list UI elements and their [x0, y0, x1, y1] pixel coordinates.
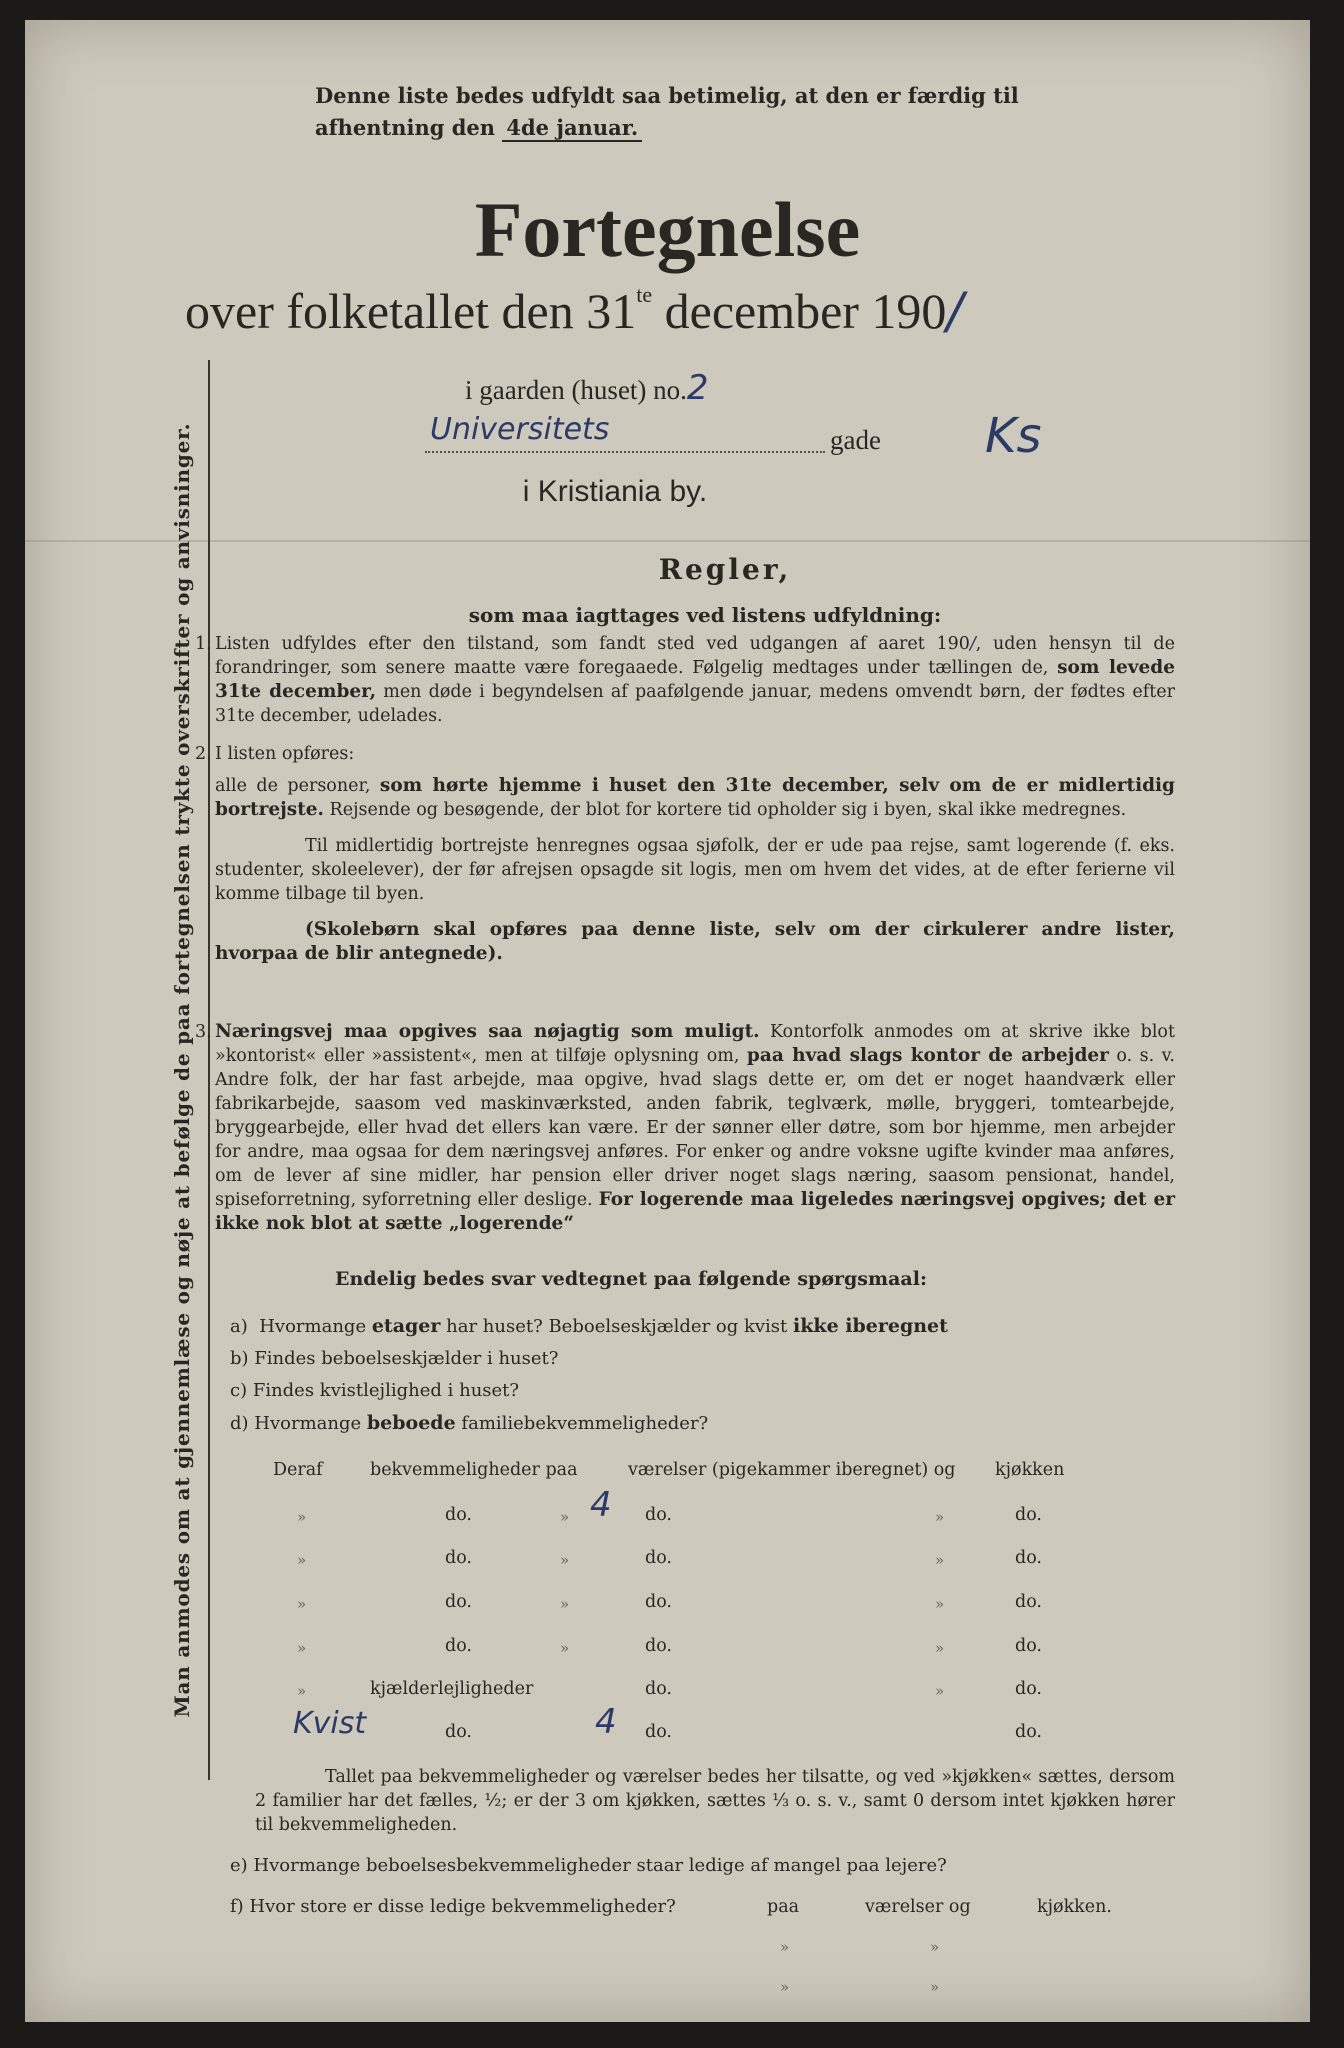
table-do: do.: [445, 1722, 472, 1742]
footnote: Tallet paa bekvemmeligheder og værelser bedes her tilsatte, og ved »kjøkken« sættes, dersom 2 familier har det fælles, ½; er der 3 om kjøkken, sættes ⅓ o. s. v., samt 0 dersom intet kjøkken hører til bekvemmeligheden.: [255, 1767, 1175, 1835]
census-form: [25, 20, 1310, 2022]
ditto-mark: »: [930, 1938, 940, 1956]
question-a-t1: Hvormange: [259, 1316, 367, 1337]
table-do: do.: [645, 1636, 672, 1656]
table-do: do.: [645, 1722, 672, 1742]
rule-2-bold: som hørte hjemme i huset den 31te december, selv om de er midlertidig bortrejste.: [215, 775, 1175, 820]
ditto-mark: »: [560, 1639, 570, 1657]
house-number-field: [465, 368, 709, 408]
question-e: e) Hvormange beboelsesbekvemmeligheder staar ledige af mangel paa lejere?: [230, 1855, 947, 1876]
rule-3-text-a: Kontorfolk anmodes om at skrive ikke blot »kontorist« eller »assistent«, men at tilføje oplysning om,: [215, 1022, 1175, 1066]
header-note-line2: [315, 112, 1175, 144]
rule-2-para3: (Skolebørn skal opføres paa denne liste, selv om der cirkulerer andre lister, hvorpaa de blir antegnede).: [215, 919, 1175, 964]
rule-2-text-a: alle de personer,: [215, 776, 371, 796]
rule-2-text-b: Rejsende og besøgende, der blot for kortere tid opholder sig i byen, skal ikke medregnes.: [329, 800, 1127, 820]
ditto-mark: »: [935, 1551, 945, 1569]
page-title: Fortegnelse: [474, 186, 861, 273]
table-do: do.: [645, 1679, 672, 1699]
rules-title: Regler,: [658, 553, 792, 586]
ditto-mark: »: [297, 1639, 307, 1657]
rule-1-num: 1.: [195, 634, 212, 654]
question-a: [230, 1315, 948, 1337]
rule-3-text-b: o. s. v. Andre folk, der har fast arbejde, maa opgive, hvad slags dette er, om det er noget haandværk eller fabrikarbejde, saasom ved maskinværksted, anden fabrik, teglværk, mølle, bryggeri, tomtearbejde, bryggearbejde, eller hvad det ellers kan være. Er der sønner eller døtre, som bor hjemme, men arbejder for andre, maa ogsaa for dem næringsvej anføres. For enker og andre voksne ugifte kvinder maa anføres, om de lever af sine midler, har pension eller driver noget slags næring, saasom pensionat, handel, spiseforretning, syforretning eller deslige.: [215, 1046, 1175, 1210]
question-a-t2: har huset? Beboelseskjælder og kvist: [446, 1316, 788, 1337]
paper-fold: [25, 540, 1310, 542]
question-d-a: d) Hvormange: [230, 1413, 362, 1434]
house-number-value: 2: [686, 368, 709, 408]
rule-3-bold1: Næringsvej maa opgives saa nøjagtig som muligt.: [215, 1021, 760, 1042]
rule-1-year: /: [969, 634, 976, 654]
year-handwritten: /: [946, 282, 964, 340]
subtitle: [185, 282, 963, 340]
rule-2-para2: Til midlertidig bortrejste henregnes ogsaa sjøfolk, der er ude paa rejse, samt logerende (f. eks. studenter, skoleelever), der før afrejsen opsagde sit logis, men om hvem det vides, at de efter ferierne vil komme tilbage til byen.: [215, 836, 1175, 904]
table-do: do.: [1015, 1722, 1042, 1742]
subtitle-suffix: december 190: [652, 283, 947, 339]
question-a-letter: a): [230, 1316, 248, 1337]
table-header-vaer: værelser (pigekammer iberegnet) og: [628, 1460, 956, 1480]
question-a-b2: ikke iberegnet: [793, 1315, 948, 1337]
handwritten-rooms: 4: [595, 1702, 617, 1742]
house-number-label: i gaarden (huset) no.: [465, 375, 687, 405]
question-b: b) Findes beboelseskjælder i huset?: [230, 1348, 559, 1369]
question-d: [230, 1412, 708, 1434]
ditto-mark: »: [780, 1978, 790, 1996]
question-f-kjokken: kjøkken.: [1037, 1897, 1112, 1917]
side-instruction: Man anmodes om at gjennemlæse og nøje at befølge de paa fortegnelsen trykte overskrifter og anvisninger.: [170, 360, 210, 1780]
rule-3-bold2: paa hvad slags kontor de arbejder: [746, 1045, 1109, 1066]
rule-1-text-c: men døde i begyndelsen af paafølgende januar, medens omvendt børn, der fødtes efter 31te december, udelades.: [215, 682, 1175, 726]
handwritten-kvist: Kvist: [293, 1706, 367, 1741]
ditto-mark: »: [560, 1551, 570, 1569]
question-f: f) Hvor store er disse ledige bekvemmeligheder?: [230, 1896, 676, 1917]
ditto-mark: »: [297, 1508, 307, 1526]
street-label: gade: [830, 425, 881, 455]
table-do: do.: [1015, 1505, 1042, 1525]
subtitle-prefix: over folketallet den 31: [185, 283, 637, 339]
street-value: Universitets: [430, 412, 610, 447]
table-header-bekv: bekvemmeligheder paa: [370, 1460, 578, 1480]
header-note: [315, 80, 1175, 144]
ditto-mark: »: [297, 1595, 307, 1613]
table-do: do.: [445, 1636, 472, 1656]
ditto-mark: »: [935, 1682, 945, 1700]
handwritten-mark: Ks: [985, 408, 1042, 464]
rule-3-bold3: For logerende maa ligeledes næringsvej opgives; det er ikke nok blot at sætte „logerende“: [215, 1189, 1175, 1234]
ditto-mark: »: [935, 1639, 945, 1657]
rule-1-bold: som levede 31te december,: [215, 657, 1175, 702]
rule-3-num: 3.: [195, 1022, 212, 1042]
rules-subtitle: som maa iagttages ved listens udfyldning:: [468, 603, 942, 627]
rule-2-para1: [215, 774, 1175, 822]
ditto-mark: »: [297, 1682, 307, 1700]
question-d-c: familiebekvemmeligheder?: [461, 1413, 709, 1434]
ditto-mark: »: [560, 1508, 570, 1526]
question-f-vaer: værelser og: [865, 1897, 971, 1917]
ditto-mark: »: [935, 1595, 945, 1613]
question-c: c) Findes kvistlejlighed i huset?: [230, 1380, 520, 1401]
header-note-prefix: afhentning den: [315, 115, 496, 140]
ditto-mark: »: [930, 1978, 940, 1996]
ditto-mark: »: [560, 1595, 570, 1613]
pickup-date: 4de januar.: [502, 115, 642, 142]
table-header-kjokken: kjøkken: [995, 1460, 1065, 1480]
table-do: do.: [1015, 1679, 1042, 1699]
handwritten-rooms: 4: [590, 1485, 612, 1525]
table-do: do.: [1015, 1548, 1042, 1568]
table-do: do.: [445, 1505, 472, 1525]
rule-1: [195, 632, 1175, 728]
city-line: i Kristiania by.: [522, 475, 708, 508]
header-note-line1: Denne liste bedes udfyldt saa betimelig, at den er færdig til: [315, 83, 1019, 108]
table-do: do.: [645, 1505, 672, 1525]
kjaelder-label: kjælderlejligheder: [370, 1679, 534, 1699]
table-do: do.: [1015, 1592, 1042, 1612]
question-a-b1: etager: [371, 1315, 441, 1337]
rule-2-num: 2.: [195, 744, 212, 764]
table-do: do.: [645, 1592, 672, 1612]
table-do: do.: [445, 1548, 472, 1568]
rule-2: [195, 742, 1175, 966]
ditto-mark: »: [780, 1938, 790, 1956]
question-d-b: beboede: [366, 1412, 456, 1434]
subtitle-sup: te: [636, 282, 653, 307]
rule-1-text-a: Listen udfyldes efter den tilstand, som fandt sted ved udgangen af aaret 190: [215, 634, 970, 654]
rule-1-text-b: , uden hensyn til de forandringer, som senere maatte være foregaaede. Følgelig medtages under tællingen de,: [215, 634, 1175, 678]
questions-intro: Endelig bedes svar vedtegnet paa følgende spørgsmaal:: [335, 1268, 927, 1290]
question-f-paa: paa: [767, 1897, 800, 1917]
table-do: do.: [645, 1548, 672, 1568]
ditto-mark: »: [297, 1551, 307, 1569]
rule-2-intro: I listen opføres:: [215, 744, 355, 764]
table-header-deraf: Deraf: [273, 1460, 323, 1480]
table-do: do.: [1015, 1636, 1042, 1656]
ditto-mark: »: [935, 1508, 945, 1526]
table-do: do.: [445, 1592, 472, 1612]
rule-3: [195, 1020, 1175, 1236]
